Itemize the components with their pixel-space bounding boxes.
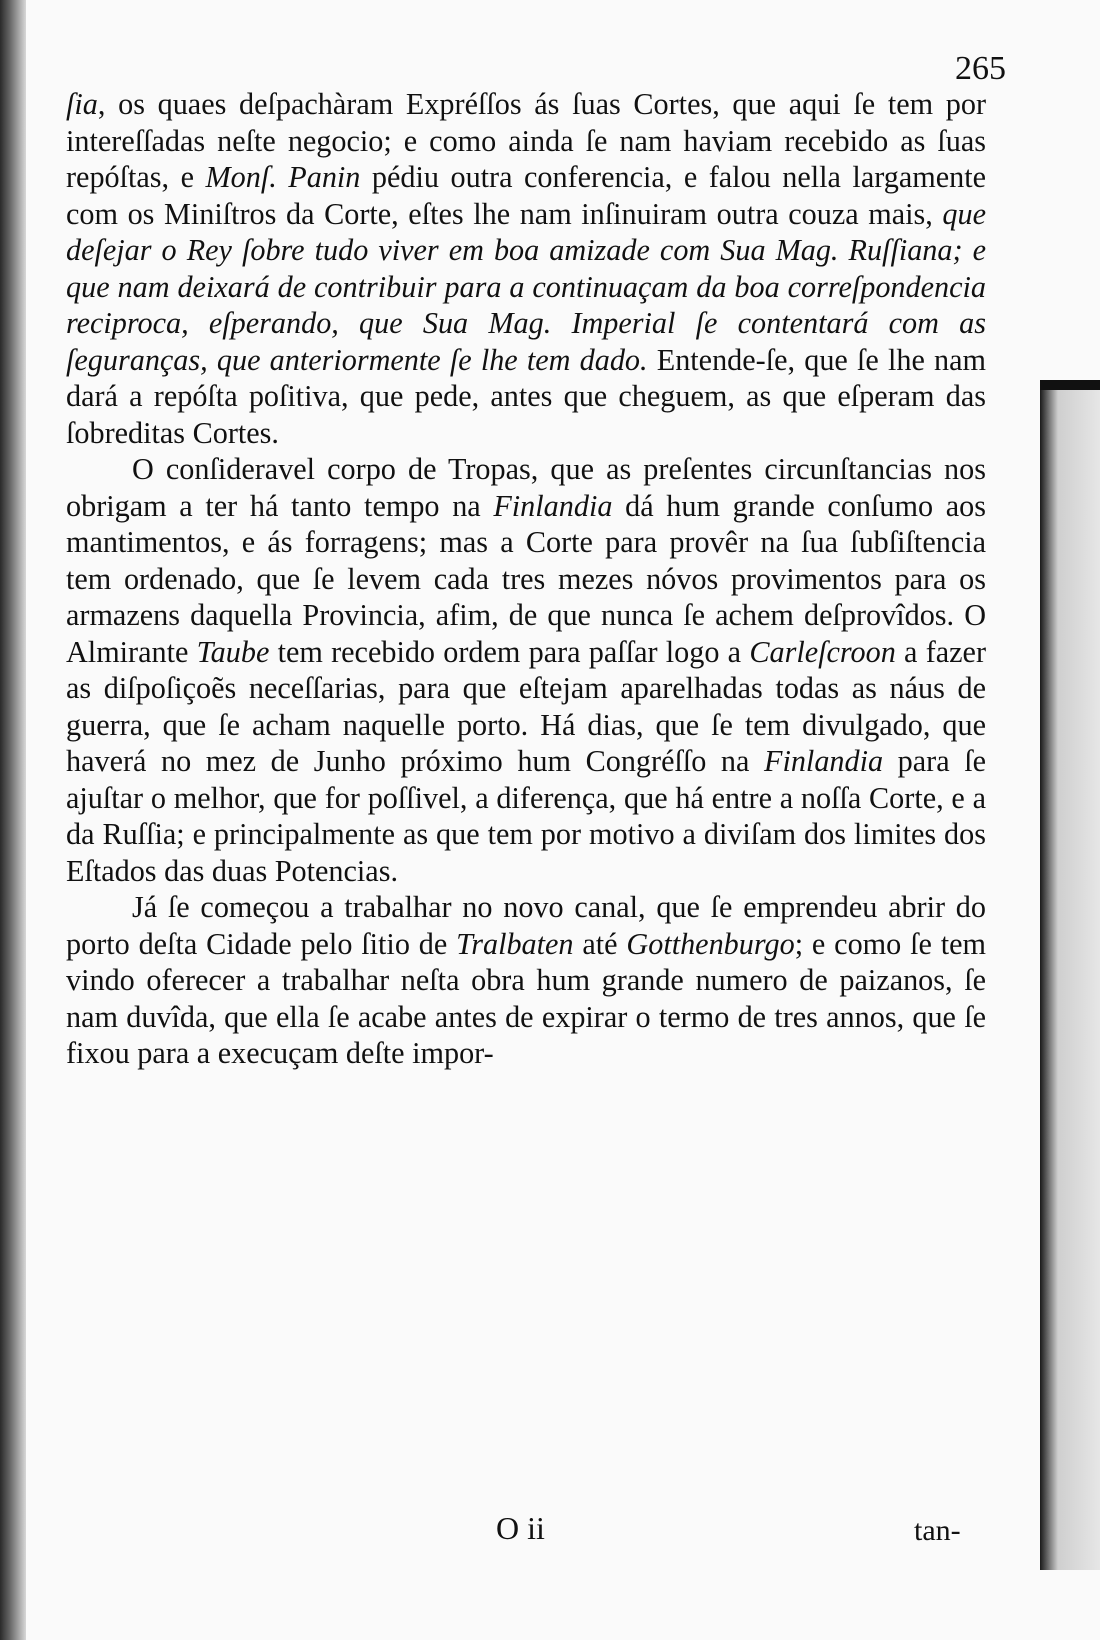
signature-mark: O ii (496, 1510, 545, 1546)
paragraph-2 (66, 451, 986, 889)
italic-text-run: Taube (196, 634, 270, 669)
adjacent-page-edge (1040, 380, 1100, 1570)
page-gutter-shadow (0, 0, 26, 1640)
italic-text-run: Gotthenburgo (626, 926, 795, 961)
text-run: , os quaes deſpachàram Expréſſos ás ſuas Cortes, que aqui ſe tem por intereſſadas neſte negocio; e como ainda ſe nam haviam recebido as ſuas repóſtas, e (66, 87, 986, 194)
text-run: tem recebido ordem para paſſar logo a (269, 634, 750, 669)
text-run: O Almirante (66, 598, 987, 669)
italic-text-run: Tralbaten (456, 926, 574, 961)
body-text (66, 86, 986, 1072)
page-number: 265 (955, 50, 1006, 87)
italic-text-run: Carleſcroon (749, 634, 896, 669)
text-run: pédiu outra conferencia, e falou nella largamente com os Miniſtros da Corte, eſtes lhe nam inſinuiram outra couza mais, (66, 160, 986, 231)
text-run: Entende-ſe, que ſe lhe nam dará a repóſta poſitiva, que pede, antes que cheguem, as que eſperam das ſobreditas Cortes. (66, 342, 987, 450)
text-run: dá hum grande conſumo aos mantimentos, e ás forragens; mas a Corte para provêr na ſua ſubſiſtencia tem ordenado, que ſe levem cada tres mezes nóvos provimentos para os armazens daquella Provincia, afim, de que nunca ſe achem deſprovîdos. (66, 488, 986, 632)
text-run: ; e como ſe tem vindo oferecer a trabalhar neſta obra hum grande numero de paizanos, ſe nam duvîda, que ella ſe acabe antes de expirar o termo de tres annos, que ſe fixou para a execuçam deſte impor- (66, 926, 986, 1070)
text-run: até (573, 926, 627, 961)
paragraph-1 (66, 86, 986, 451)
italic-text-run: ſia (66, 87, 98, 121)
text-run: para ſe ajuſtar o melhor, que for poſſivel, a diferença, que há entre a noſſa Corte, e a da Ruſſia; e principalmente as que tem por motivo a diviſam dos limites dos Eſtados das duas Potencias. (66, 744, 986, 888)
catchword: tan- (914, 1514, 961, 1547)
paragraph-3 (66, 889, 986, 1072)
italic-text-run: que deſejar o Rey ſobre tudo viver em boa amizade com Sua Mag. Ruſſiana; e que nam deixará de contribuir para a continuaçam da boa correſpondencia reciproca, eſperando, que Sua Mag. Imperial ſe contentará com as ſeguranças, que anteriormente ſe lhe tem dado. (66, 196, 986, 377)
text-run: Já ſe começou a trabalhar no novo canal, que ſe emprendeu abrir do porto deſta Cidade pelo ſitio de (66, 890, 986, 961)
text-run: a fazer as diſpoſiçoẽs neceſſarias, para que eſtejam aparelhadas todas as náus de guerra, que ſe acham naquelle porto. Há dias, que ſe tem divulgado, que haverá no mez de Junho próximo hum Congréſſo na (66, 634, 987, 778)
italic-text-run: Monſ. Panin (205, 160, 361, 194)
italic-text-run: Finlandia (764, 744, 884, 778)
italic-text-run: Finlandia (493, 488, 613, 523)
text-run: O conſideravel corpo de Tropas, que as preſentes circunſtancias nos obrigam a ter há tanto tempo na (66, 452, 986, 523)
